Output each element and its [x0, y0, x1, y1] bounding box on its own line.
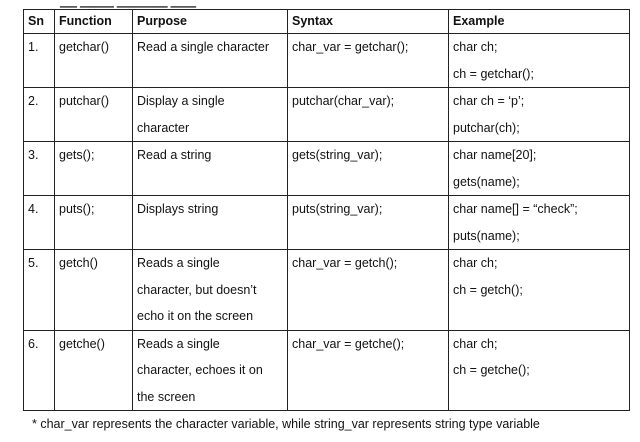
cell-syntax: putchar(char_var);	[288, 88, 449, 142]
cell-function: getchar()	[55, 34, 133, 88]
cell-sn: 4.	[24, 196, 55, 250]
cell-example	[449, 250, 630, 331]
cell-purpose-line: character, echoes it on	[137, 363, 263, 377]
cell-sn: 5.	[24, 250, 55, 331]
cell-example-line: puts(name);	[453, 228, 520, 243]
cell-function: putchar()	[55, 88, 133, 142]
cell-example-line: char ch;	[453, 40, 498, 54]
cell-purpose-line: Reads a single	[137, 256, 220, 270]
header-function: Function	[55, 10, 133, 34]
cell-example-line: ch = getche();	[453, 363, 530, 377]
cell-sn: 6.	[24, 330, 55, 411]
cell-syntax: char_var = getch();	[288, 250, 449, 331]
cell-sn: 3.	[24, 142, 55, 196]
cell-purpose	[133, 196, 288, 250]
cell-purpose-line: Displays string	[137, 202, 219, 216]
cell-example	[449, 142, 630, 196]
cell-purpose-line: Read a string	[137, 148, 212, 162]
cell-purpose-line: Reads a single	[137, 336, 220, 351]
cell-purpose	[133, 250, 288, 331]
header-sn: Sn	[24, 10, 55, 34]
cell-purpose	[133, 330, 288, 411]
io-functions-table	[23, 9, 630, 411]
cell-example-line: ch = getchar();	[453, 66, 534, 81]
cell-example-line: putchar(ch);	[453, 120, 520, 135]
cell-example-line: char ch = ‘p’;	[453, 94, 525, 108]
cell-purpose	[133, 34, 288, 88]
cell-purpose-line: Display a single	[137, 94, 225, 108]
cell-syntax: gets(string_var);	[288, 142, 449, 196]
cell-function: getch()	[55, 250, 133, 331]
cell-example-line: char ch;	[453, 256, 498, 270]
cell-example-line: gets(name);	[453, 174, 520, 189]
cell-example-line: char name[20];	[453, 148, 537, 162]
table-row	[24, 250, 630, 331]
table-row	[24, 34, 630, 88]
table-row	[24, 88, 630, 142]
cell-syntax: puts(string_var);	[288, 196, 449, 250]
cell-syntax: char_var = getche();	[288, 330, 449, 411]
cell-example	[449, 34, 630, 88]
cell-function: getche()	[55, 330, 133, 411]
cell-purpose	[133, 142, 288, 196]
table-row	[24, 196, 630, 250]
cell-purpose-line: character, but doesn’t	[137, 282, 257, 297]
cell-example-line: char ch;	[453, 336, 498, 351]
cell-syntax: char_var = getchar();	[288, 34, 449, 88]
cell-function: gets();	[55, 142, 133, 196]
cell-purpose-line: the screen	[137, 389, 196, 404]
header-syntax: Syntax	[288, 10, 449, 34]
table-row	[24, 142, 630, 196]
cell-sn: 2.	[24, 88, 55, 142]
cell-function: puts();	[55, 196, 133, 250]
cell-sn: 1.	[24, 34, 55, 88]
cell-example-line: char name[] = “check”;	[453, 202, 578, 216]
cell-purpose-line: Read a single character	[137, 40, 270, 54]
header-example: Example	[449, 10, 630, 34]
cell-example	[449, 330, 630, 411]
table-row	[24, 330, 630, 411]
table-header-row	[24, 10, 630, 34]
cropped-text-fragment: ▁▁ ▁▁▁▁ ▁▁▁▁▁▁ ▁▁▁	[60, 0, 197, 8]
cell-purpose-line: echo it on the screen	[137, 309, 254, 323]
cell-purpose	[133, 88, 288, 142]
header-purpose: Purpose	[133, 10, 288, 34]
cell-example	[449, 196, 630, 250]
cell-example	[449, 88, 630, 142]
footnote: * char_var represents the character variable, while string_var represents string type variable	[32, 417, 540, 431]
cell-example-line: ch = getch();	[453, 282, 523, 297]
cell-purpose-line: character	[137, 120, 190, 135]
